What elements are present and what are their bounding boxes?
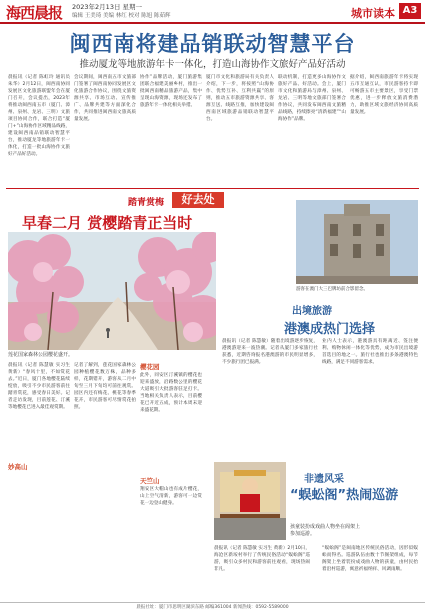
- section3-heading: “蜈蚣阁”热闹巡游: [290, 488, 399, 503]
- topic-banner: 踏青赏梅 好去处: [128, 192, 248, 208]
- subtitle-tianzhushan: 天竺山: [140, 477, 160, 485]
- centipede-parade-photo: [214, 462, 286, 540]
- section1-heading: 早春二月 赏樱踏青正当时: [22, 214, 193, 232]
- side-section-heading: 港澳成热门选择: [284, 322, 376, 337]
- issue-date: 2023年2月13日 星期一: [72, 3, 143, 11]
- mid-column-4: 翔安区大帽山也有成片樱花，山上空气清新，游客可一边赏花一边登山健身。: [140, 487, 202, 506]
- ruins-st-paul-illustration: [296, 200, 418, 284]
- section-title: 城市读本: [351, 7, 395, 20]
- photo3-caption: 孩童装扮成戏曲人物坐在阁架上参加巡游。: [290, 524, 361, 537]
- mid-column-2: 记者了解到，莲花国家森林公园种植樱花数万株，品种多样，花期错开，游客从二月中旬至三月下旬均可前往观赏。园区内还有梅花、桃花等春季花卉，市民游客可尽情赏花拍照。: [74, 363, 136, 410]
- bottom-column-1: 晨报讯（记者 陈慧敏 实习生 黄新）2月10日，海沧区新垵村举行了传统民俗活动“蜈蚣阁”巡游，吸引众多村民和游客前往观看，现场热闹非凡。: [214, 546, 310, 572]
- article-column-2: 会议期间，闽西南五市文旅部门签署了闽西南协同发展区文化旅游合作协议，围绕文旅资源共享、市场互动、宣传推广、品牌共建等方面深化合作，共同推进闽西南文旅高质量发展。: [74, 75, 136, 122]
- cherry-blossom-illustration: [8, 232, 216, 350]
- macau-photo: [296, 200, 418, 284]
- newspaper-logo: 海西晨报: [6, 4, 63, 22]
- section3-label: 非遗风采: [304, 474, 344, 485]
- main-headline: 闽西南将建品销联动智慧平台: [69, 32, 356, 56]
- article-column-1: 晨报讯（记者 陈虹玲 通讯员 朱华）2月12日，闽西南协同发展区文化旅游联盟年会在厦门召开，会议提出，2023年将推动闽西南五市（厦门、漳州、泉州、龙岩、三明）文旅项目协同合作，联合打造“厦门+”山海协作区域精品线路，建设闽西南品销联动智慧平台，推动厦龙等地旅游年卡一体化，打造一批山海协作文旅好产品好活动。: [8, 75, 70, 157]
- editor-credits: 编辑 王美琦 美编 林红 校对 陈旭 陈茹辉: [72, 13, 171, 19]
- parade-illustration: [214, 462, 286, 540]
- mid-column-1: 晨报讯（记者 陈慧敏 实习生 黄新）“春风十里，不如赏花去。”近日，厦门各地樱花陆续绽放，吸引不少市民游客前往踏青赏花，感受春日美好。记者走访发现，目前莲花、汀溪等地樱花已进入最佳观赏期。: [8, 363, 70, 410]
- article-column-6: 据介绍，闽西南旅游年卡将实现五市互通互认，市民游客持卡即可畅游五市主要景区，享受门票优惠，进一步释放文旅消费潜力，助推区域文旅经济协同高质量发展。: [350, 75, 418, 115]
- main-subheadline: 推动厦龙等地旅游年卡一体化，打造山海协作文旅好产品好活动: [79, 59, 346, 70]
- side-column-2: 业内人士表示，港澳游具有距离近、签注便利、购物休闲一体化等优势，成为市民出境游首选目的地之一。旅行社也推出多条港澳特色线路，满足不同游客需求。: [322, 339, 418, 365]
- article-column-4: 厦门市文化和旅游局有关负责人介绍，下一步，将按照“山海协作、优势互补、互利共赢”的原则，推动五市旅游资源共享、客源互送、线路互推，加快建设闽西南区域旅游品销联动智慧平台。: [206, 75, 274, 122]
- cherry-blossom-photo: [8, 232, 216, 350]
- page-number-badge: A3: [399, 3, 421, 19]
- photo2-caption: 游客在澳门大三巴牌坊前合影留念。: [296, 287, 368, 292]
- article-column-3: 协作”品牌活动，厦门旅游集团联合福建美丽乡村，推出一批闽西南精品旅游产品，集中呈现山海资源，现场还发布了旅游年卡一体化相关举措。: [140, 75, 202, 108]
- section-divider: [6, 188, 419, 189]
- mid-column-3: 此外，同安区汀溪镇的樱花也迎来盛放，沿路数公里的樱花大道吸引大批游客驻足打卡。当地相关负责人表示，目前樱花已开近五成，预计本周末迎来盛花期。: [140, 373, 202, 413]
- article-column-5: 联动机制，打造更多山海协作文旅好产品、好活动。会上，厦门市文化和旅游局与漳州、泉州、龙岩、三明等地文旅部门签署合作协议，共同发布闽西南文旅精品线路，持续擦亮“清新福建”“山海协作”品牌。: [278, 75, 346, 122]
- subtitle-yinghuayuan: 樱花园: [140, 363, 160, 371]
- photo1-caption: 莲花国家森林公园樱花盛开。: [8, 352, 74, 358]
- side-section-label: 出境旅游: [292, 306, 332, 317]
- bottom-column-2: “蜈蚣阁”是闽南地区传统民俗活动，因形似蜈蚣而得名。巡游队伍由数十节阁架组成，每节阁架上坐着装扮成戏曲人物的孩童，由村民抬着沿村巡游，寓意祈福纳祥、风调雨顺。: [322, 546, 418, 572]
- side-column-1: 晨报讯（记者 陈慧敏）随着出境游逐步恢复，港澳游迎来一波热潮。记者从厦门多家旅行社获悉，近期咨询报名港澳游的市民明显增多，不少旅行团已报满。: [222, 339, 318, 365]
- subtitle-miaogaoshan: 妙高山: [8, 463, 28, 471]
- masthead: [0, 0, 425, 24]
- page-footer: 晨报社址：厦门市思明区湖滨东路 邮编361004 新闻热线：0592-5589000: [0, 602, 425, 610]
